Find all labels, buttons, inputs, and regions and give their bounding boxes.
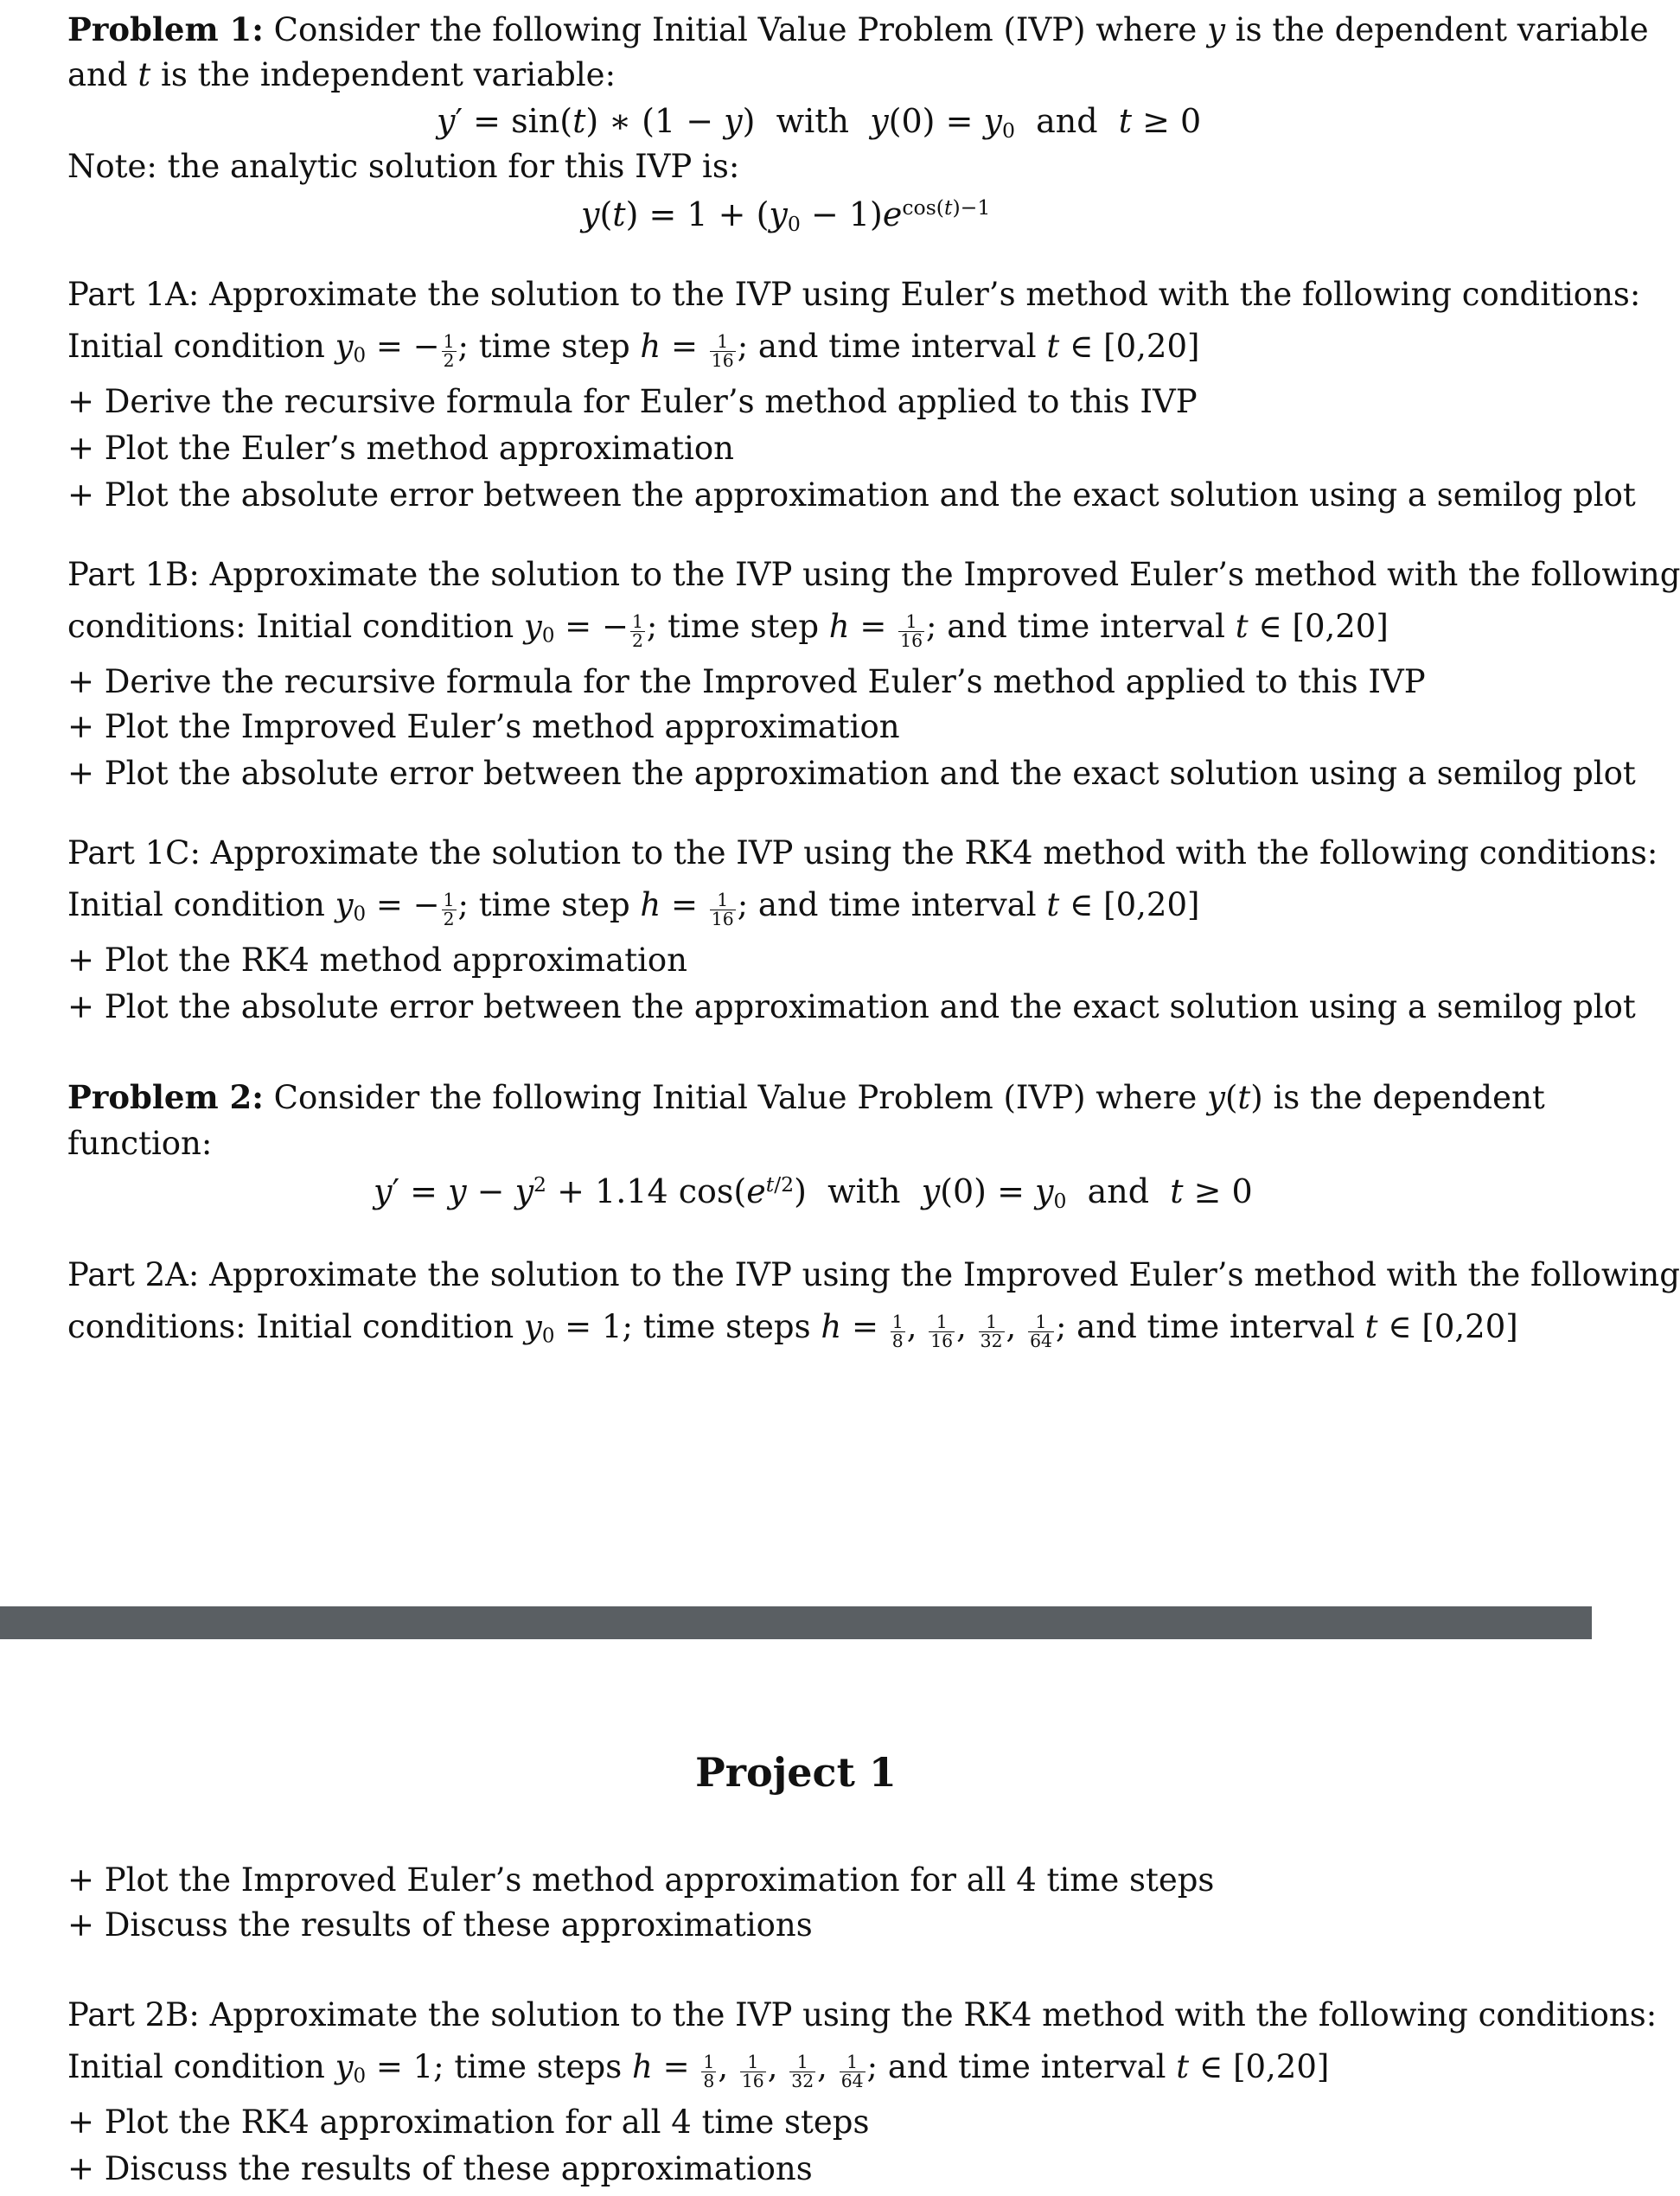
page-break-divider bbox=[0, 1606, 1592, 1639]
project-title: Project 1 bbox=[695, 1749, 897, 1796]
part2a-bullet-2: + Discuss the results of these approximations bbox=[67, 1906, 813, 1944]
part1c-line2: Initial condition $y_0$ = − $\frac{1}{2}$ ; time step h = $\frac{1}{16}$ ; and time interval t ∈ [0,20] bbox=[67, 886, 1200, 930]
problem1-intro-line2: and t is the independent variable: bbox=[67, 56, 616, 93]
part2b-line2: Initial condition $y_0 = 1$; time steps h = $\frac{1}{8}$ , $\frac{1}{16}$ , $\frac{1}{32}$ , $\frac{1}{64}$ ; and time interval t ∈ [0,20] bbox=[67, 2048, 1330, 2092]
part1a-line2: Initial condition $y_0$ = − $\frac{1}{2}$ ; time step h = $\frac{1}{16}$ ; and time interval t ∈ [0,20] bbox=[67, 328, 1200, 372]
part1b-line2: conditions: Initial condition $y_0$ = − $\frac{1}{2}$ ; time step h = $\frac{1}{16}$ ; and time interval t ∈ [0,20] bbox=[67, 608, 1389, 652]
part2b-bullet-2: + Discuss the results of these approximations bbox=[67, 2150, 813, 2187]
problem2-intro-line1: Problem 2: Consider the following Initial Value Problem (IVP) where y(t) is the dependent bbox=[67, 1078, 1545, 1116]
part1a-bullet-1: + Derive the recursive formula for Euler’s method applied to this IVP bbox=[67, 383, 1198, 420]
part1b-bullet-1: + Derive the recursive formula for the Improved Euler’s method applied to this IVP bbox=[67, 663, 1426, 700]
part1a-bullet-2: + Plot the Euler’s method approximation bbox=[67, 430, 734, 467]
part1c-bullet-1: + Plot the RK4 method approximation bbox=[67, 942, 688, 979]
problem2-heading: Problem 2: bbox=[67, 1078, 264, 1116]
part2a-line2: conditions: Initial condition $y_0 = 1$; time steps h = $\frac{1}{8}$ , $\frac{1}{16}$ , $\frac{1}{32}$ , $\frac{1}{64}$ ; and time interval t ∈ [0,20] bbox=[67, 1308, 1518, 1352]
part1c-line1: Part 1C: Approximate the solution to the IVP using the RK4 method with the following conditions: bbox=[67, 834, 1658, 871]
problem1-heading: Problem 1: bbox=[67, 10, 264, 48]
problem1-equation: y′ = sin(t) ∗ (1 − y) with $y(0) = y_0$ and t ≥ 0 bbox=[437, 102, 1202, 143]
part2b-line1: Part 2B: Approximate the solution to the IVP using the RK4 method with the following conditions: bbox=[67, 1996, 1658, 2033]
problem2-intro-line2: function: bbox=[67, 1125, 213, 1162]
problem1-solution: $y(t) = 1 + (y_0 - 1)e^{cos(t)-1}$ bbox=[581, 195, 991, 236]
part1a-line1: Part 1A: Approximate the solution to the IVP using Euler’s method with the following conditions: bbox=[67, 276, 1641, 313]
problem1-note: Note: the analytic solution for this IVP is: bbox=[67, 148, 740, 185]
part2b-bullet-1: + Plot the RK4 approximation for all 4 time steps bbox=[67, 2103, 870, 2141]
page-2 bbox=[0, 1639, 1658, 2196]
part1b-bullet-3: + Plot the absolute error between the approximation and the exact solution using a semilog plot bbox=[67, 755, 1636, 792]
part1c-bullet-2: + Plot the absolute error between the approximation and the exact solution using a semilog plot bbox=[67, 988, 1636, 1025]
part2a-line1: Part 2A: Approximate the solution to the IVP using the Improved Euler’s method with the following bbox=[67, 1256, 1680, 1293]
part1a-bullet-3: + Plot the absolute error between the approximation and the exact solution using a semilog plot bbox=[67, 476, 1636, 514]
problem1-intro-line1: Problem 1: Consider the following Initial Value Problem (IVP) where y is the dependent variable bbox=[67, 10, 1649, 48]
part1b-line1: Part 1B: Approximate the solution to the IVP using the Improved Euler’s method with the following bbox=[67, 556, 1680, 593]
problem2-equation: $y' = y - y^2 + 1.14$ $\cos(e^{t/2})$ with $y(0) = y_0$ and t ≥ 0 bbox=[374, 1172, 1253, 1213]
part2a-bullet-1: + Plot the Improved Euler’s method approximation for all 4 time steps bbox=[67, 1861, 1215, 1899]
part1b-bullet-2: + Plot the Improved Euler’s method approximation bbox=[67, 708, 900, 745]
